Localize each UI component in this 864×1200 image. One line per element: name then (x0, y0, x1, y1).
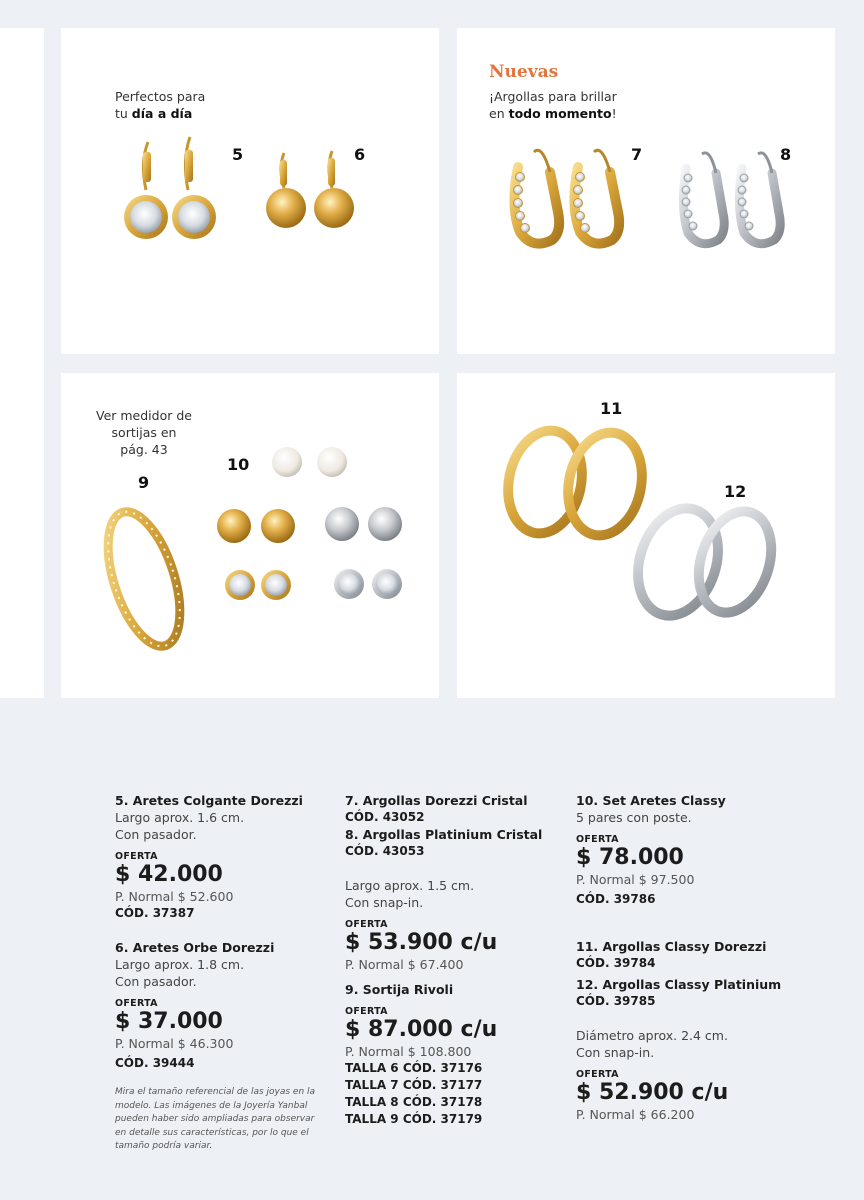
product-9-normal-price: P. Normal $ 108.800 (345, 1044, 472, 1059)
ring-size-code-7: TALLA 7 CÓD. 37177 (345, 1078, 483, 1092)
product-column-1 (115, 792, 330, 1154)
product-10-offer-label: OFERTA (576, 834, 619, 845)
product-12-name: 12. Argollas Classy Platinium (576, 977, 782, 992)
size-disclaimer: Mira el tamaño referencial de las joyas en la modelo. Las imágenes de la Joyería Yanbal pueden haber sido ampliadas para observar en detalle sus características, por lo que el tamaño podría variar. (115, 1087, 316, 1151)
product-11-12-diameter: Diámetro aprox. 2.4 cm. (576, 1028, 728, 1043)
crystal-ring-image (98, 505, 193, 655)
product-number-9: 9 (138, 473, 150, 492)
silver-crystal-hoops-image (672, 138, 802, 263)
product-5-normal-price: P. Normal $ 52.600 (115, 889, 234, 904)
panel2-intro-suffix: ! (611, 106, 617, 121)
panel1-intro-line1: Perfectos para (115, 89, 206, 104)
product-7-8-closure: Con snap-in. (345, 895, 424, 910)
product-6-normal-price: P. Normal $ 46.300 (115, 1036, 234, 1051)
product-10-name: 10. Set Aretes Classy (576, 793, 726, 808)
crystal-drop-earrings-image (118, 132, 228, 247)
ring-size-code-8: TALLA 8 CÓD. 37178 (345, 1095, 483, 1109)
spacer (576, 908, 791, 938)
product-10-price: $ 78.000 (576, 845, 684, 870)
product-number-6: 6 (354, 145, 366, 164)
spacer (576, 1010, 791, 1027)
silver-classic-hoops-image (630, 492, 790, 632)
left-edge-panel (0, 28, 44, 698)
spacer (115, 922, 330, 939)
product-5-offer-label: OFERTA (115, 851, 158, 862)
ring-size-code-9: TALLA 9 CÓD. 37179 (345, 1112, 483, 1126)
product-7-8-normal-price: P. Normal $ 67.400 (345, 957, 464, 972)
product-5-price: $ 42.000 (115, 862, 223, 887)
gold-crystal-hoops-image (500, 132, 643, 262)
panel1-intro-bold: día a día (131, 106, 193, 121)
product-number-7: 7 (631, 145, 643, 164)
product-11-name: 11. Argollas Classy Dorezzi (576, 939, 767, 954)
product-column-3 (576, 792, 791, 1123)
panel2-intro-line2 (489, 105, 617, 122)
product-9-price: $ 87.000 c/u (345, 1017, 498, 1042)
ring-size-guide-note: Ver medidor de sortijas en pág. 43 (96, 408, 192, 457)
panel2-intro-prefix: en (489, 106, 509, 121)
product-7-code: CÓD. 43052 (345, 810, 425, 824)
product-number-12: 12 (724, 482, 747, 501)
new-badge: Nuevas (489, 62, 559, 82)
product-10-description: 5 pares con poste. (576, 810, 692, 825)
product-6-closure: Con pasador. (115, 974, 197, 989)
product-11-12-normal-price: P. Normal $ 66.200 (576, 1107, 695, 1122)
product-12-code: CÓD. 39785 (576, 994, 656, 1008)
product-9-offer-label: OFERTA (345, 1006, 388, 1017)
panel1-intro (115, 88, 205, 122)
product-5-closure: Con pasador. (115, 827, 197, 842)
spacer (345, 860, 560, 877)
product-number-11: 11 (600, 399, 623, 418)
panel2-intro-bold: todo momento (508, 106, 612, 121)
spacer (345, 973, 560, 981)
panel1-intro-prefix: tu (115, 106, 132, 121)
panel2-intro-line1: ¡Argollas para brillar (489, 89, 617, 104)
product-8-name: 8. Argollas Platinium Cristal (345, 827, 543, 842)
product-6-length: Largo aprox. 1.8 cm. (115, 957, 245, 972)
product-5-name: 5. Aretes Colgante Dorezzi (115, 793, 303, 808)
product-11-12-price: $ 52.900 c/u (576, 1080, 729, 1105)
product-6-offer-label: OFERTA (115, 998, 158, 1009)
product-6-name: 6. Aretes Orbe Dorezzi (115, 940, 275, 955)
product-6-code: CÓD. 39444 (115, 1056, 195, 1070)
product-5-length: Largo aprox. 1.6 cm. (115, 810, 245, 825)
product-column-2 (345, 792, 560, 1128)
product-7-8-price: $ 53.900 c/u (345, 930, 498, 955)
product-7-8-offer-label: OFERTA (345, 919, 388, 930)
product-11-code: CÓD. 39784 (576, 956, 656, 970)
product-number-5: 5 (232, 145, 244, 164)
gold-ball-earrings-image (262, 148, 362, 238)
panel2-intro (489, 88, 617, 122)
product-11-12-closure: Con snap-in. (576, 1045, 655, 1060)
product-10-normal-price: P. Normal $ 97.500 (576, 872, 695, 887)
product-11-12-offer-label: OFERTA (576, 1069, 619, 1080)
product-10-code: CÓD. 39786 (576, 892, 656, 906)
product-7-8-length: Largo aprox. 1.5 cm. (345, 878, 475, 893)
product-7-name: 7. Argollas Dorezzi Cristal (345, 793, 528, 808)
product-number-8: 8 (780, 145, 792, 164)
panel1-intro-line2 (115, 105, 205, 122)
product-number-10: 10 (227, 455, 250, 474)
earring-set-image (212, 440, 412, 615)
product-6-price: $ 37.000 (115, 1009, 223, 1034)
product-5-code: CÓD. 37387 (115, 906, 195, 920)
product-8-code: CÓD. 43053 (345, 844, 425, 858)
ring-size-code-6: TALLA 6 CÓD. 37176 (345, 1061, 483, 1075)
product-9-name: 9. Sortija Rivoli (345, 982, 454, 997)
